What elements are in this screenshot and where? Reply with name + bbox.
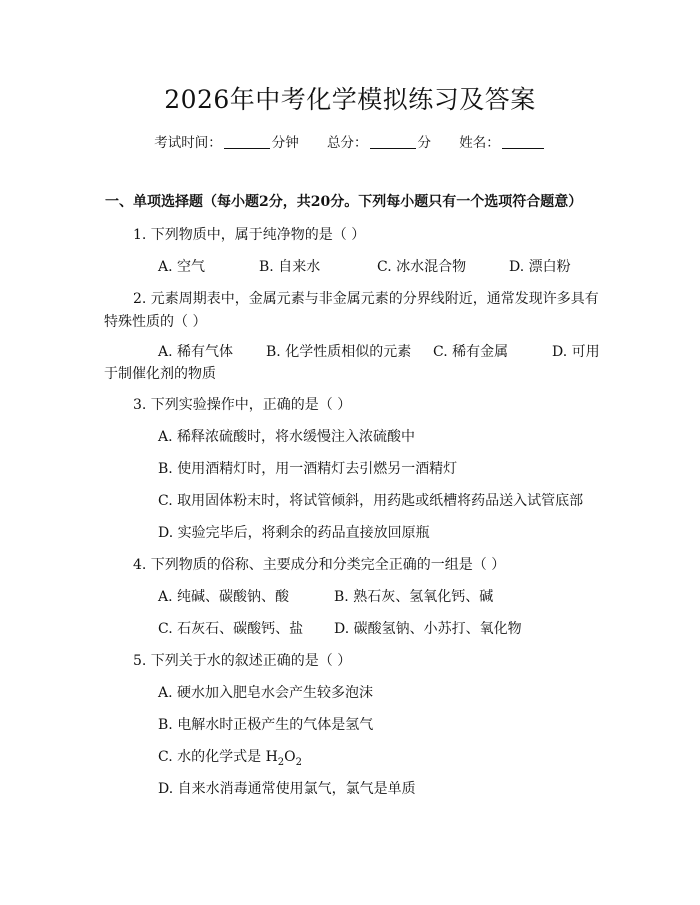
formula-subscript: 2 [295,756,303,768]
time-field [154,131,299,151]
option-c: C. 取用固体粉末时，将试管倾斜，用药匙或纸槽将药品送入试管底部 [158,493,584,509]
question-stem: 3. 下列实验操作中，正确的是（ ） [133,397,352,413]
option-a: A. 纯碱、碳酸钠、酸 [158,589,290,605]
section-heading: 一、单项选择题（每小题2分，共20分。下列每小题只有一个选项符合题意） [105,194,583,210]
time-blank [224,136,270,149]
option-a: A. 稀有气体 [158,344,234,360]
option-c: C. 冰水混合物 [377,259,467,275]
score-blank [370,136,416,149]
option-c [158,746,302,768]
option-b: B. 使用酒精灯时，用一酒精灯去引燃另一酒精灯 [158,461,458,477]
option-c: C. 石灰石、碳酸钙、盐 [158,621,304,637]
option-b: B. 自来水 [259,259,321,275]
question-stem: 4. 下列物质的俗称、主要成分和分类完全正确的一组是（ ） [133,557,506,573]
option-a: A. 空气 [158,259,206,275]
exam-info [0,131,700,151]
option-d: D. 实验完毕后，将剩余的药品直接放回原瓶 [158,525,430,541]
option-d-continued: 于制催化剂的物质 [104,366,216,382]
option-b: B. 熟石灰、氢氧化钙、碱 [334,589,494,605]
time-label: 考试时间： [154,135,222,151]
option-d: D. 漂白粉 [509,259,571,275]
name-field [459,131,546,151]
question-stem: 1. 下列物质中，属于纯净物的是（ ） [133,227,366,243]
question-stem: 2. 元素周期表中，金属元素与非金属元素的分界线附近，通常发现许多具有 [133,291,599,307]
question-stem-continued: 特殊性质的（ ） [104,314,207,330]
option-b: B. 化学性质相似的元素 [266,344,412,360]
formula-subscript: 2 [277,756,285,768]
option-c: C. 稀有金属 [433,344,509,360]
option-d: D. 自来水消毒通常使用氯气，氯气是单质 [158,781,416,797]
score-unit: 分 [417,135,431,151]
option-a: A. 稀释浓硫酸时，将水缓慢注入浓硫酸中 [158,429,416,445]
score-label: 总分： [327,135,368,151]
score-field [327,131,431,151]
formula-element: O [284,749,296,765]
name-label: 姓名： [459,135,500,151]
name-blank [502,136,544,149]
option-b: B. 电解水时正极产生的气体是氢气 [158,717,374,733]
option-d: D. 可用 [552,344,600,360]
option-a: A. 硬水加入肥皂水会产生较多泡沫 [158,685,374,701]
option-d: D. 碳酸氢钠、小苏打、氧化物 [334,621,522,637]
question-stem: 5. 下列关于水的叙述正确的是（ ） [133,653,352,669]
time-unit: 分钟 [271,135,299,151]
page-title: 2026年中考化学模拟练习及答案 [164,85,536,114]
option-c-text: C. 水的化学式是 H [158,749,278,765]
